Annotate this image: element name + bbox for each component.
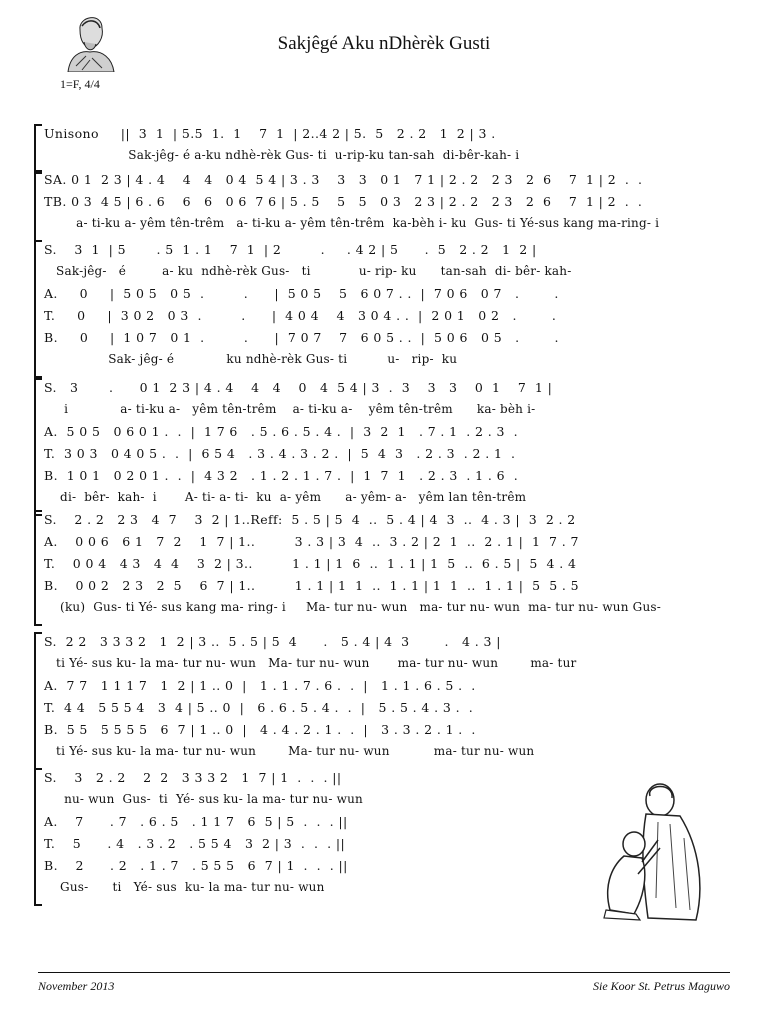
- lyrics-line: nu- wun Gus- ti Yé- sus ku- la ma- tur nu- wun: [44, 792, 363, 806]
- system-bracket: [34, 124, 42, 174]
- footer-choir: Sie Koor St. Petrus Maguwo: [593, 979, 730, 993]
- notation-line: B. 0 0 2 2 3 2 5 6 7 | 1.. 1 . 1 | 1 1 .. 1 . 1 | 1 1 .. 1 . 1 | 5 5 . 5: [44, 578, 580, 593]
- notation-line: S. 2 2 3 3 3 2 1 2 | 3 .. 5 . 5 | 5 4 . 5 . 4 | 4 3 . 4 . 3 |: [44, 634, 501, 649]
- notation-line: Unisono || 3 1 | 5.5 1. 1 7 1 | 2..4 2 | 5. 5 2 . 2 1 2 | 3 .: [44, 126, 496, 141]
- notation-line: S. 3 1 | 5 . 5 1 . 1 7 1 | 2 . . 4 2 | 5 . 5 2 . 2 1 2 |: [44, 242, 537, 257]
- lyrics-line: a- ti-ku a- yêm tên-trêm a- ti-ku a- yêm tên-trêm ka-bèh i- ku Gus- ti Yé-sus kang ma-ring- i: [44, 216, 660, 230]
- notation-line: A. 7 7 1 1 1 7 1 2 | 1 .. 0 | 1 . 1 . 7 . 6 . . | 1 . 1 . 6 . 5 . .: [44, 678, 476, 693]
- notation-line: A. 7 . 7 . 6 . 5 . 1 1 7 6 5 | 5 . . . ||: [44, 814, 348, 829]
- notation-line: TB. 0 3 4 5 | 6 . 6 6 6 0 6 7 6 | 5 . 5 5 5 0 3 2 3 | 2 . 2 2 3 2 6 7 1 | 2 . .: [44, 194, 643, 209]
- system-bracket: [34, 240, 42, 378]
- notation-line: S. 3 . 0 1 2 3 | 4 . 4 4 4 0 4 5 4 | 3 . 3 3 3 0 1 7 1 |: [44, 380, 553, 395]
- notation-line: B. 1 0 1 0 2 0 1 . . | 4 3 2 . 1 . 2 . 1 . 7 . | 1 7 1 . 2 . 3 . 1 . 6 .: [44, 468, 519, 483]
- lyrics-line: Sak-jêg- é a- ku ndhè-rèk Gus- ti u- rip- ku tan-sah di- bêr- kah-: [44, 264, 572, 278]
- key-signature: 1=F, 4/4: [60, 77, 100, 91]
- notation-line: T. 3 0 3 0 4 0 5 . . | 6 5 4 . 3 . 4 . 3 . 2 . | 5 4 3 . 2 . 3 . 2 . 1 .: [44, 446, 516, 461]
- notation-line: A. 5 0 5 0 6 0 1 . . | 1 7 6 . 5 . 6 . 5 . 4 . | 3 2 1 . 7 . 1 . 2 . 3 .: [44, 424, 518, 439]
- notation-line: T. 0 | 3 0 2 0 3 . . | 4 0 4 4 3 0 4 . . | 2 0 1 0 2 . .: [44, 308, 557, 323]
- notation-line: SA. 0 1 2 3 | 4 . 4 4 4 0 4 5 4 | 3 . 3 3 3 0 1 7 1 | 2 . 2 2 3 2 6 7 1 | 2 . .: [44, 172, 643, 187]
- lyrics-line: (ku) Gus- ti Yé- sus kang ma- ring- i Ma- tur nu- wun ma- tur nu- wun ma- tur nu- wun Gus-: [44, 600, 661, 614]
- lyrics-line: Sak-jêg- é a-ku ndhè-rèk Gus- ti u-rip-ku tan-sah di-bêr-kah- i: [44, 148, 520, 162]
- lyrics-line: ti Yé- sus ku- la ma- tur nu- wun Ma- tur nu- wun ma- tur nu- wun: [44, 744, 535, 758]
- notation-line: B. 5 5 5 5 5 5 6 7 | 1 .. 0 | 4 . 4 . 2 . 1 . . | 3 . 3 . 2 . 1 . .: [44, 722, 476, 737]
- notation-line: B. 2 . 2 . 1 . 7 . 5 5 5 6 7 | 1 . . . ||: [44, 858, 348, 873]
- lyrics-line: i a- ti-ku a- yêm tên-trêm a- ti-ku a- yêm tên-trêm ka- bèh i-: [44, 402, 536, 416]
- notation-line: B. 0 | 1 0 7 0 1 . . | 7 0 7 7 6 0 5 . . | 5 0 6 0 5 . .: [44, 330, 559, 345]
- lyrics-line: ti Yé- sus ku- la ma- tur nu- wun Ma- tur nu- wun ma- tur nu- wun ma- tur: [44, 656, 577, 670]
- system-bracket: [34, 768, 42, 906]
- system-bracket: [34, 170, 42, 242]
- system-bracket: [34, 378, 42, 516]
- system-bracket: [34, 632, 42, 770]
- notation-line: T. 5 . 4 . 3 . 2 . 5 5 4 3 2 | 3 . . . ||: [44, 836, 346, 851]
- footer-divider: [38, 972, 730, 973]
- notation-line: A. 0 0 6 6 1 7 2 1 7 | 1.. 3 . 3 | 3 4 .. 3 . 2 | 2 1 .. 2 . 1 | 1 7 . 7: [44, 534, 579, 549]
- notation-line: T. 4 4 5 5 5 4 3 4 | 5 .. 0 | 6 . 6 . 5 . 4 . . | 5 . 5 . 4 . 3 . .: [44, 700, 474, 715]
- jesus-healing-illustration: [600, 778, 724, 923]
- lyrics-line: Gus- ti Yé- sus ku- la ma- tur nu- wun: [44, 880, 325, 894]
- system-bracket: [34, 510, 42, 626]
- lyrics-line: Sak- jêg- é ku ndhè-rèk Gus- ti u- rip- ku: [44, 352, 458, 366]
- lyrics-line: di- bêr- kah- i A- ti- a- ti- ku a- yêm a- yêm- a- yêm lan tên-trêm: [44, 490, 527, 504]
- notation-line: A. 0 | 5 0 5 0 5 . . | 5 0 5 5 6 0 7 . . | 7 0 6 0 7 . .: [44, 286, 559, 301]
- notation-line: S. 3 2 . 2 2 2 3 3 3 2 1 7 | 1 . . . ||: [44, 770, 342, 785]
- footer-date: November 2013: [38, 979, 115, 993]
- notation-line: S. 2 . 2 2 3 4 7 3 2 | 1..Reff: 5 . 5 | 5 4 .. 5 . 4 | 4 3 .. 4 . 3 | 3 2 . 2: [44, 512, 576, 527]
- song-title: Sakjêgé Aku nDhèrèk Gusti: [277, 33, 491, 54]
- notation-line: T. 0 0 4 4 3 4 4 3 2 | 3.. 1 . 1 | 1 6 .. 1 . 1 | 1 5 .. 6 . 5 | 5 4 . 4: [44, 556, 577, 571]
